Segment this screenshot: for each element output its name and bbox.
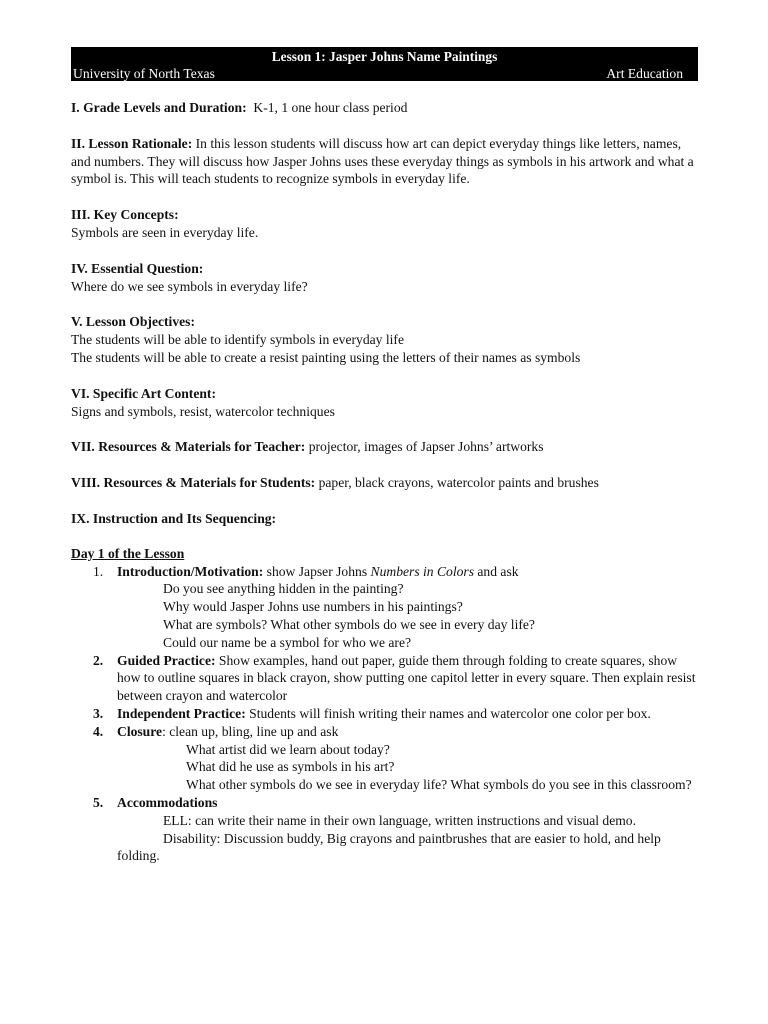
artwork-title: Numbers in Colors	[370, 563, 474, 579]
step-number: 1.	[93, 563, 104, 579]
header-banner	[71, 47, 698, 81]
step-text: Students will finish writing their names and watercolor one color per box.	[245, 705, 651, 721]
department-name: Art Education	[606, 66, 683, 81]
question-list	[117, 741, 698, 794]
question-item: What did he use as symbols in his art?	[186, 759, 395, 775]
section-heading: I. Grade Levels and Duration:	[71, 100, 247, 115]
section-rationale	[71, 135, 698, 188]
accommodation-disability	[117, 830, 698, 866]
question-item: Do you see anything hidden in the painting?	[163, 581, 404, 597]
step-number: 3.	[93, 705, 104, 721]
step-number: 4.	[93, 723, 104, 739]
section-grade	[71, 99, 698, 117]
section-art-content	[71, 385, 698, 421]
day-heading: Day 1 of the Lesson	[71, 545, 185, 561]
step-text: and ask	[474, 563, 519, 579]
section-objectives	[71, 313, 698, 366]
question-item: What are symbols? What other symbols do we see in every day life?	[163, 616, 535, 632]
step-item	[71, 652, 698, 705]
section-heading: VIII. Resources & Materials for Students:	[71, 475, 316, 491]
lesson-plan-page	[71, 47, 698, 865]
step-item	[71, 723, 698, 794]
section-text: In this lesson students will discuss how art can depict everyday things like letters, names, and numbers. They will discuss how Jasper Johns uses these everyday things as symbols in his artwork and what a symbol is. This will teach students to recognize symbols in everyday life.	[71, 135, 694, 187]
section-essential-question	[71, 260, 698, 296]
section-student-materials	[71, 474, 698, 492]
section-heading: II. Lesson Rationale:	[71, 135, 193, 151]
university-name: University of North Texas	[73, 66, 215, 81]
step-label: Accommodations	[117, 794, 218, 810]
section-text: K-1, 1 one hour class period	[246, 100, 408, 115]
section-text: projector, images of Japser Johns’ artworks	[305, 439, 544, 455]
question-list	[117, 580, 698, 651]
lesson-title: Lesson 1: Jasper Johns Name Paintings	[271, 49, 498, 64]
step-item	[71, 794, 698, 865]
section-heading: III. Key Concepts:	[71, 207, 179, 223]
objective-line: The students will be able to identify symbols in everyday life	[71, 332, 404, 348]
accommodation-ell: ELL: can write their name in their own language, written instructions and visual demo.	[163, 812, 637, 828]
step-text: Show examples, hand out paper, guide them through folding to create squares, show how to outline squares in black crayon, show putting one capitol letter in every square. Then explain resist between crayon and watercolor	[117, 652, 696, 704]
lesson-steps	[71, 563, 698, 866]
step-text: show Japser Johns	[263, 563, 371, 579]
section-text: Where do we see symbols in everyday life?	[71, 278, 308, 294]
section-heading: V. Lesson Objectives:	[71, 314, 195, 330]
step-label: Guided Practice:	[117, 652, 216, 668]
section-heading: VI. Specific Art Content:	[71, 385, 216, 401]
question-item: What other symbols do we see in everyday life? What symbols do you see in this classroom?	[186, 777, 692, 793]
step-item	[71, 705, 698, 723]
section-instruction	[71, 510, 698, 528]
step-item	[71, 563, 698, 652]
section-text: Signs and symbols, resist, watercolor techniques	[71, 403, 335, 419]
section-text: Symbols are seen in everyday life.	[71, 224, 259, 240]
step-label: Introduction/Motivation:	[117, 563, 264, 579]
section-heading: IV. Essential Question:	[71, 260, 204, 276]
section-heading: IX. Instruction and Its Sequencing:	[71, 510, 277, 526]
accommodation-disability-text: Disability: Discussion buddy, Big crayons and paintbrushes that are easier to hold, and help folding.	[117, 830, 661, 864]
section-key-concepts	[71, 206, 698, 242]
section-heading: VII. Resources & Materials for Teacher:	[71, 439, 306, 455]
section-text: paper, black crayons, watercolor paints and brushes	[315, 475, 599, 491]
step-label: Independent Practice:	[117, 705, 246, 721]
question-item: Could our name be a symbol for who we are?	[163, 634, 412, 650]
step-text: : clean up, bling, line up and ask	[162, 723, 339, 739]
step-number: 5.	[93, 794, 104, 810]
question-item: Why would Jasper Johns use numbers in his paintings?	[163, 599, 463, 615]
objective-line: The students will be able to create a resist painting using the letters of their names as symbols	[71, 349, 581, 365]
step-label: Closure	[117, 723, 163, 739]
step-number: 2.	[93, 652, 104, 668]
question-item: What artist did we learn about today?	[186, 741, 390, 757]
section-teacher-materials	[71, 438, 698, 456]
